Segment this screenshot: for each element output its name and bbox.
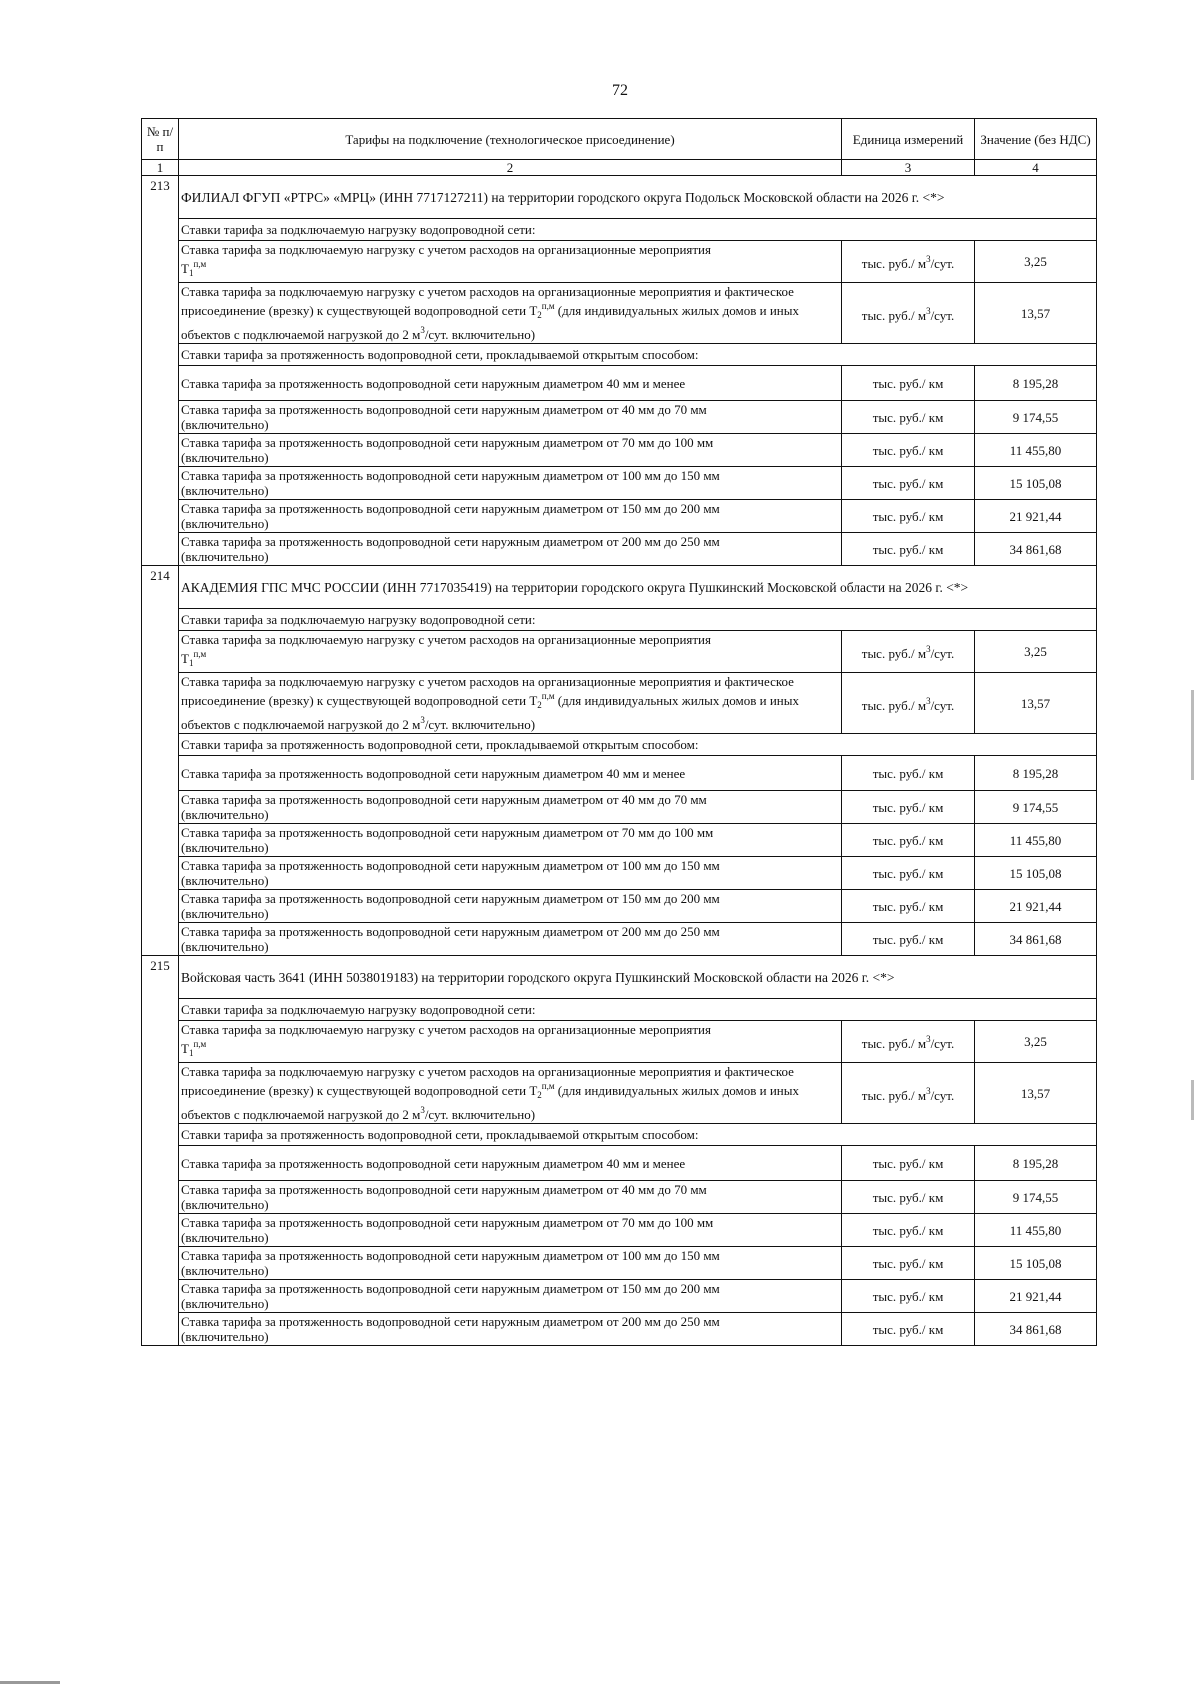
rate-description: Ставка тарифа за протяженность водопроводной сети наружным диаметром от 100 мм до 150 мм (включительно) xyxy=(179,1247,842,1280)
table-row xyxy=(142,1214,1097,1247)
rate-value: 8 195,28 xyxy=(975,756,1097,791)
table-row xyxy=(142,824,1097,857)
org-title: АКАДЕМИЯ ГПС МЧС РОССИИ (ИНН 7717035419) на территории городского округа Пушкинский Московской области на 2026 г. <*> xyxy=(179,566,1097,609)
scan-edge-mark xyxy=(1191,690,1194,780)
rate-unit: тыс. руб./ км xyxy=(842,756,975,791)
rate-description: Ставка тарифа за протяженность водопроводной сети наружным диаметром от 70 мм до 100 мм (включительно) xyxy=(179,824,842,857)
rate-unit: тыс. руб./ км xyxy=(842,434,975,467)
rate-unit: тыс. руб./ км xyxy=(842,1247,975,1280)
org-row xyxy=(142,956,1097,999)
rate-value: 11 455,80 xyxy=(975,434,1097,467)
org-number: 213 xyxy=(142,176,179,566)
rate-description: Ставка тарифа за протяженность водопроводной сети наружным диаметром от 200 мм до 250 мм (включительно) xyxy=(179,923,842,956)
table-row xyxy=(142,1021,1097,1063)
table-row xyxy=(142,756,1097,791)
rate-description: Ставка тарифа за протяженность водопроводной сети наружным диаметром от 150 мм до 200 мм (включительно) xyxy=(179,1280,842,1313)
rate-unit: тыс. руб./ $м^3$/сут. xyxy=(842,631,975,673)
header-value: Значение (без НДС) xyxy=(975,119,1097,160)
scan-edge-mark xyxy=(0,1681,60,1684)
rate-description: Ставка тарифа за протяженность водопроводной сети наружным диаметром 40 мм и менее xyxy=(179,1146,842,1181)
section-row xyxy=(142,999,1097,1021)
table-row xyxy=(142,791,1097,824)
header-number: № п/п xyxy=(142,119,179,160)
rate-description: Ставка тарифа за протяженность водопроводной сети наружным диаметром от 70 мм до 100 мм (включительно) xyxy=(179,434,842,467)
table-row xyxy=(142,1181,1097,1214)
rate-value: 21 921,44 xyxy=(975,500,1097,533)
rate-unit: тыс. руб./ км xyxy=(842,500,975,533)
rate-unit: тыс. руб./ км xyxy=(842,1214,975,1247)
section-load-heading: Ставки тарифа за подключаемую нагрузку водопроводной сети: xyxy=(179,609,1097,631)
tariff-table xyxy=(141,118,1097,1346)
rate-unit: тыс. руб./ км xyxy=(842,1280,975,1313)
rate-value: 21 921,44 xyxy=(975,890,1097,923)
rate-value: 34 861,68 xyxy=(975,533,1097,566)
rate-description: Ставка тарифа за протяженность водопроводной сети наружным диаметром от 40 мм до 70 мм (включительно) xyxy=(179,1181,842,1214)
table-row xyxy=(142,241,1097,283)
table-header-row xyxy=(142,119,1097,160)
section-row xyxy=(142,344,1097,366)
column-index-row xyxy=(142,160,1097,176)
rate-value: 8 195,28 xyxy=(975,1146,1097,1181)
page-number: 72 xyxy=(612,82,628,99)
table-row xyxy=(142,500,1097,533)
table-row xyxy=(142,283,1097,344)
rate-unit: тыс. руб./ км xyxy=(842,1181,975,1214)
rate-value: 15 105,08 xyxy=(975,467,1097,500)
org-row xyxy=(142,176,1097,219)
rate-value: 15 105,08 xyxy=(975,1247,1097,1280)
table-row xyxy=(142,533,1097,566)
rate-unit: тыс. руб./ км xyxy=(842,533,975,566)
rate-description: Ставка тарифа за протяженность водопроводной сети наружным диаметром от 100 мм до 150 мм (включительно) xyxy=(179,857,842,890)
rate-value: 11 455,80 xyxy=(975,1214,1097,1247)
rate-value: 9 174,55 xyxy=(975,401,1097,434)
org-number: 214 xyxy=(142,566,179,956)
rate-value: 11 455,80 xyxy=(975,824,1097,857)
rate-description: Ставка тарифа за подключаемую нагрузку с учетом расходов на организационные мероприятия и фактическое присоединение (врезку) к существующей водопроводной сети $T_2^{п,м}$ (для индивидуальных жилых домов и иных объектов с подключаемой нагрузкой до 2 $м^3$/сут. включительно) xyxy=(179,673,842,734)
rate-description: Ставка тарифа за протяженность водопроводной сети наружным диаметром от 150 мм до 200 мм (включительно) xyxy=(179,890,842,923)
column-index: 3 xyxy=(842,160,975,176)
rate-description: Ставка тарифа за протяженность водопроводной сети наружным диаметром от 150 мм до 200 мм (включительно) xyxy=(179,500,842,533)
rate-unit: тыс. руб./ км xyxy=(842,467,975,500)
table-row xyxy=(142,1063,1097,1124)
rate-value: 3,25 xyxy=(975,1021,1097,1063)
rate-unit: тыс. руб./ км xyxy=(842,857,975,890)
rate-value: 13,57 xyxy=(975,673,1097,734)
rate-unit: тыс. руб./ $м^3$/сут. xyxy=(842,241,975,283)
rate-unit: тыс. руб./ км xyxy=(842,791,975,824)
org-row xyxy=(142,566,1097,609)
rate-description: Ставка тарифа за протяженность водопроводной сети наружным диаметром от 70 мм до 100 мм (включительно) xyxy=(179,1214,842,1247)
rate-unit: тыс. руб./ км xyxy=(842,1313,975,1346)
section-length-heading: Ставки тарифа за протяженность водопроводной сети, прокладываемой открытым способом: xyxy=(179,344,1097,366)
rate-value: 15 105,08 xyxy=(975,857,1097,890)
rate-value: 3,25 xyxy=(975,241,1097,283)
rate-description: Ставка тарифа за подключаемую нагрузку с учетом расходов на организационные мероприятия $T_1^{п,м}$ xyxy=(179,631,842,673)
section-load-heading: Ставки тарифа за подключаемую нагрузку водопроводной сети: xyxy=(179,999,1097,1021)
table-row xyxy=(142,401,1097,434)
table-row xyxy=(142,857,1097,890)
table-row xyxy=(142,366,1097,401)
rate-value: 3,25 xyxy=(975,631,1097,673)
table-row xyxy=(142,673,1097,734)
column-index: 4 xyxy=(975,160,1097,176)
header-unit: Единица измерений xyxy=(842,119,975,160)
table-row xyxy=(142,1313,1097,1346)
rate-unit: тыс. руб./ км xyxy=(842,923,975,956)
table-row xyxy=(142,1247,1097,1280)
rate-unit: тыс. руб./ км xyxy=(842,824,975,857)
section-row xyxy=(142,609,1097,631)
rate-description: Ставка тарифа за протяженность водопроводной сети наружным диаметром от 40 мм до 70 мм (включительно) xyxy=(179,791,842,824)
rate-unit: тыс. руб./ км xyxy=(842,401,975,434)
rate-value: 34 861,68 xyxy=(975,923,1097,956)
rate-description: Ставка тарифа за подключаемую нагрузку с учетом расходов на организационные мероприятия и фактическое присоединение (врезку) к существующей водопроводной сети $T_2^{п,м}$ (для индивидуальных жилых домов и иных объектов с подключаемой нагрузкой до 2 $м^3$/сут. включительно) xyxy=(179,1063,842,1124)
section-row xyxy=(142,219,1097,241)
rate-unit: тыс. руб./ $м^3$/сут. xyxy=(842,283,975,344)
rate-description: Ставка тарифа за протяженность водопроводной сети наружным диаметром от 200 мм до 250 мм (включительно) xyxy=(179,533,842,566)
table-row xyxy=(142,1280,1097,1313)
section-row xyxy=(142,1124,1097,1146)
table-row xyxy=(142,434,1097,467)
rate-value: 13,57 xyxy=(975,1063,1097,1124)
rate-unit: тыс. руб./ $м^3$/сут. xyxy=(842,1063,975,1124)
section-row xyxy=(142,734,1097,756)
column-index: 1 xyxy=(142,160,179,176)
rate-unit: тыс. руб./ км xyxy=(842,366,975,401)
rate-description: Ставка тарифа за подключаемую нагрузку с учетом расходов на организационные мероприятия и фактическое присоединение (врезку) к существующей водопроводной сети $T_2^{п,м}$ (для индивидуальных жилых домов и иных объектов с подключаемой нагрузкой до 2 $м^3$/сут. включительно) xyxy=(179,283,842,344)
rate-value: 9 174,55 xyxy=(975,1181,1097,1214)
org-title: Войсковая часть 3641 (ИНН 5038019183) на территории городского округа Пушкинский Московской области на 2026 г. <*> xyxy=(179,956,1097,999)
rate-value: 8 195,28 xyxy=(975,366,1097,401)
table-row xyxy=(142,1146,1097,1181)
rate-unit: тыс. руб./ $м^3$/сут. xyxy=(842,1021,975,1063)
table-row xyxy=(142,890,1097,923)
rate-description: Ставка тарифа за протяженность водопроводной сети наружным диаметром 40 мм и менее xyxy=(179,756,842,791)
rate-value: 9 174,55 xyxy=(975,791,1097,824)
org-title: ФИЛИАЛ ФГУП «РТРС» «МРЦ» (ИНН 7717127211) на территории городского округа Подольск Московской области на 2026 г. <*> xyxy=(179,176,1097,219)
section-load-heading: Ставки тарифа за подключаемую нагрузку водопроводной сети: xyxy=(179,219,1097,241)
rate-description: Ставка тарифа за протяженность водопроводной сети наружным диаметром от 200 мм до 250 мм (включительно) xyxy=(179,1313,842,1346)
rate-value: 13,57 xyxy=(975,283,1097,344)
rate-description: Ставка тарифа за подключаемую нагрузку с учетом расходов на организационные мероприятия $T_1^{п,м}$ xyxy=(179,1021,842,1063)
scan-edge-mark xyxy=(1191,1080,1194,1120)
rate-unit: тыс. руб./ км xyxy=(842,890,975,923)
rate-description: Ставка тарифа за протяженность водопроводной сети наружным диаметром от 100 мм до 150 мм (включительно) xyxy=(179,467,842,500)
rate-value: 21 921,44 xyxy=(975,1280,1097,1313)
table-row xyxy=(142,631,1097,673)
section-length-heading: Ставки тарифа за протяженность водопроводной сети, прокладываемой открытым способом: xyxy=(179,734,1097,756)
org-number: 215 xyxy=(142,956,179,1346)
section-length-heading: Ставки тарифа за протяженность водопроводной сети, прокладываемой открытым способом: xyxy=(179,1124,1097,1146)
rate-value: 34 861,68 xyxy=(975,1313,1097,1346)
rate-unit: тыс. руб./ $м^3$/сут. xyxy=(842,673,975,734)
header-tariffs: Тарифы на подключение (технологическое присоединение) xyxy=(179,119,842,160)
rate-description: Ставка тарифа за подключаемую нагрузку с учетом расходов на организационные мероприятия $T_1^{п,м}$ xyxy=(179,241,842,283)
table-row xyxy=(142,923,1097,956)
rate-description: Ставка тарифа за протяженность водопроводной сети наружным диаметром 40 мм и менее xyxy=(179,366,842,401)
rate-description: Ставка тарифа за протяженность водопроводной сети наружным диаметром от 40 мм до 70 мм (включительно) xyxy=(179,401,842,434)
rate-unit: тыс. руб./ км xyxy=(842,1146,975,1181)
column-index: 2 xyxy=(179,160,842,176)
table-body xyxy=(142,176,1097,1346)
table-row xyxy=(142,467,1097,500)
